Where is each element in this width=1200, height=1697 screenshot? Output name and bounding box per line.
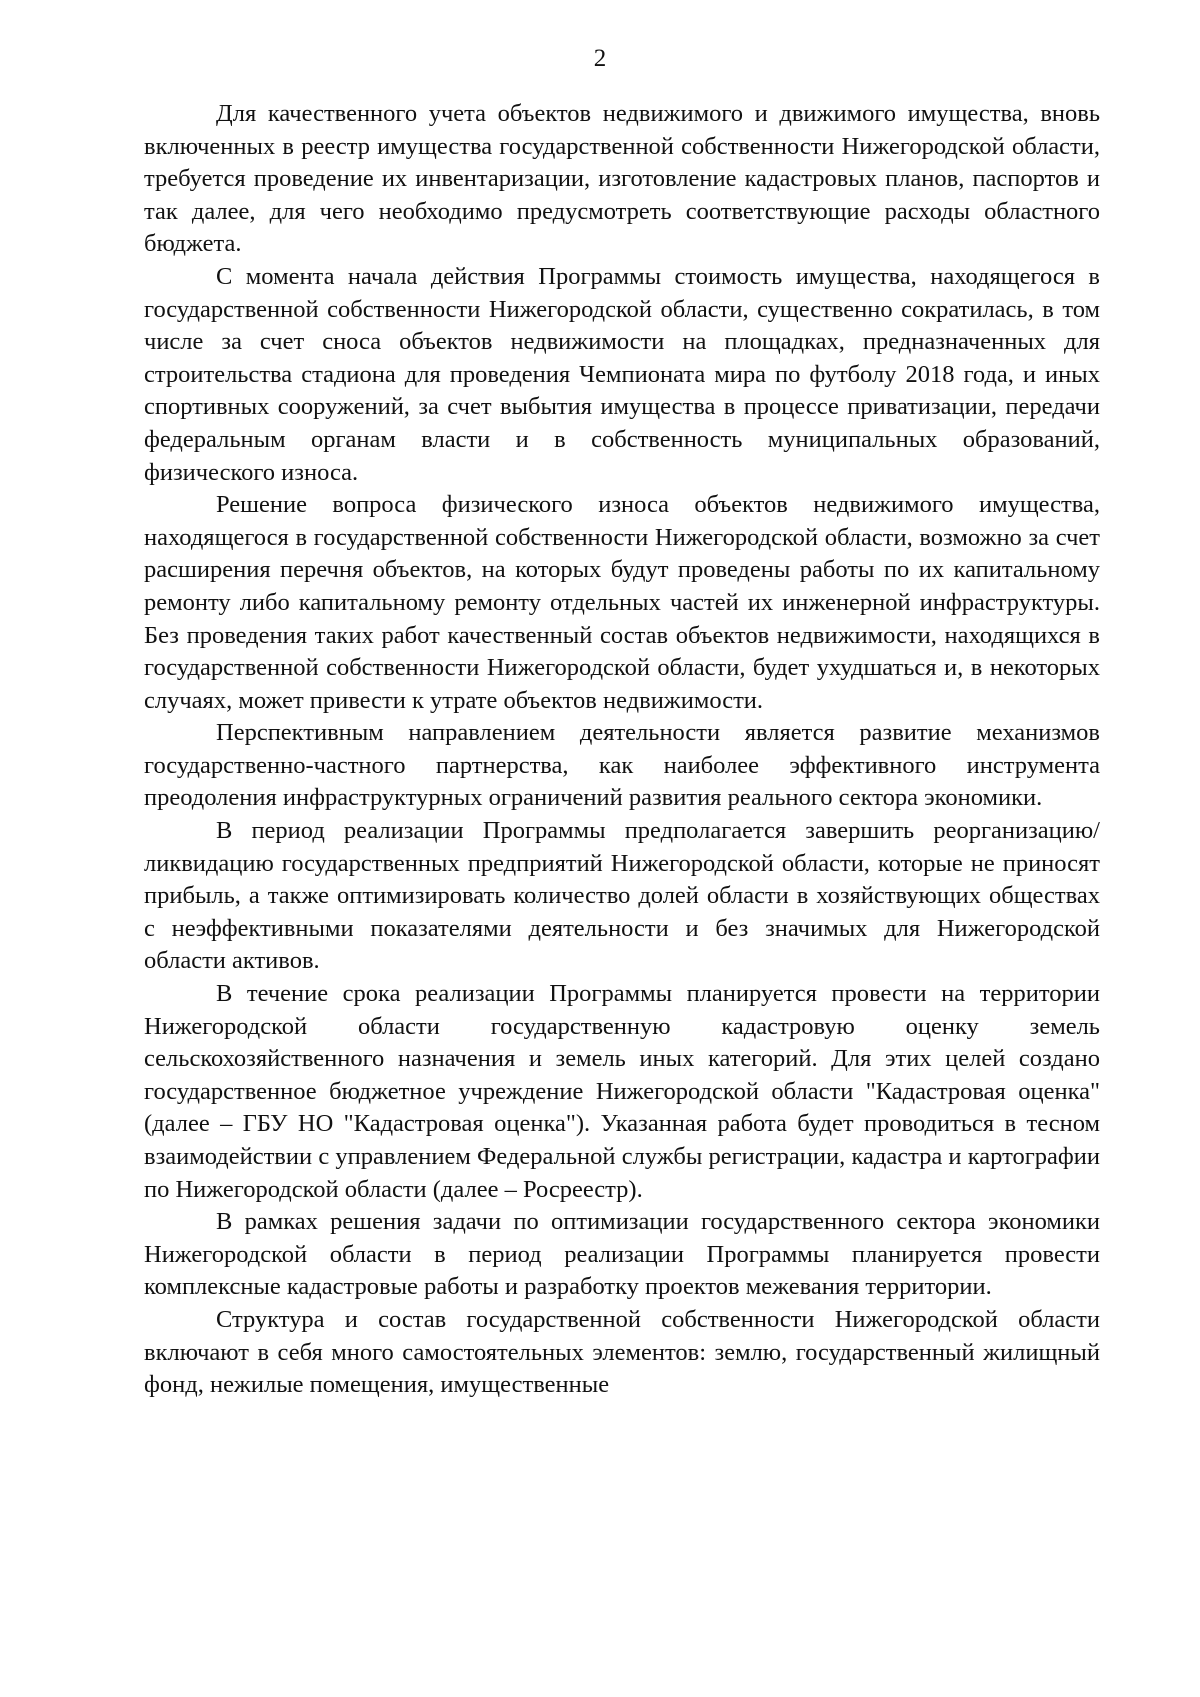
- paragraph-public-private-partnership: Перспективным направлением деятельности является развитие механизмов государственно-частного партнерства, как наиболее эффективного инструмента преодоления инфраструктурных ограничений развития реального сектора экономики.: [144, 719, 1100, 812]
- paragraph-cadastral-works: В рамках решения задачи по оптимизации государственного сектора экономики Нижегородской области в период реализации Программы планируется провести комплексные кадастровые работы и разработку проектов межевания территории.: [144, 1208, 1100, 1301]
- page-number: 2: [593, 45, 607, 72]
- document-body: [144, 98, 1100, 1402]
- paragraph-property-structure: Структура и состав государственной собственности Нижегородской области включают в себя много самостоятельных элементов: землю, государственный жилищный фонд, нежилые помещения, имущественные: [144, 1305, 1100, 1399]
- paragraph-physical-wear: Решение вопроса физического износа объектов недвижимого имущества, находящегося в государственной собственности Нижегородской области, возможно за счет расширения перечня объектов, на которых будут проведены работы по их капитальному ремонту либо капитальному ремонту отдельных частей их инженерной инфраструктуры. Без проведения таких работ качественный состав объектов недвижимости, находящихся в государственной собственности Нижегородской области, будет ухудшаться и, в некоторых случаях, может привести к утрате объектов недвижимости.: [144, 491, 1100, 714]
- paragraph-enterprise-reorganization: В период реализации Программы предполагается завершить реорганизацию/ликвидацию государственных предприятий Нижегородской области, которые не приносят прибыль, а также оптимизировать количество долей области в хозяйствующих обществах с неэффективными показателями деятельности и без значимых для Нижегородской области активов.: [144, 817, 1100, 975]
- paragraph-inventory-expenses: Для качественного учета объектов недвижимого и движимого имущества, вновь включенных в реестр имущества государственной собственности Нижегородской области, требуется проведение их инвентаризации, изготовление кадастровых планов, паспортов и так далее, для чего необходимо предусмотреть соответствующие расходы областного бюджета.: [144, 100, 1100, 258]
- paragraph-property-value-reduction: С момента начала действия Программы стоимость имущества, находящегося в государственной собственности Нижегородской области, существенно сократилась, в том числе за счет сноса объектов недвижимости на площадках, предназначенных для строительства стадиона для проведения Чемпионата мира по футболу 2018 года, и иных спортивных сооружений, за счет выбытия имущества в процессе приватизации, передачи федеральным органам власти и в собственность муниципальных образований, физического износа.: [144, 262, 1100, 486]
- paragraph-cadastral-valuation: В течение срока реализации Программы планируется провести на территории Нижегородской области государственную кадастровую оценку земель сельскохозяйственного назначения и земель иных категорий. Для этих целей создано государственное бюджетное учреждение Нижегородской области "Кадастровая оценка" (далее – ГБУ НО "Кадастровая оценка"). Указанная работа будет проводиться в тесном взаимодействии с управлением Федеральной службы регистрации, кадастра и картографии по Нижегородской области (далее – Росреестр).: [144, 980, 1100, 1203]
